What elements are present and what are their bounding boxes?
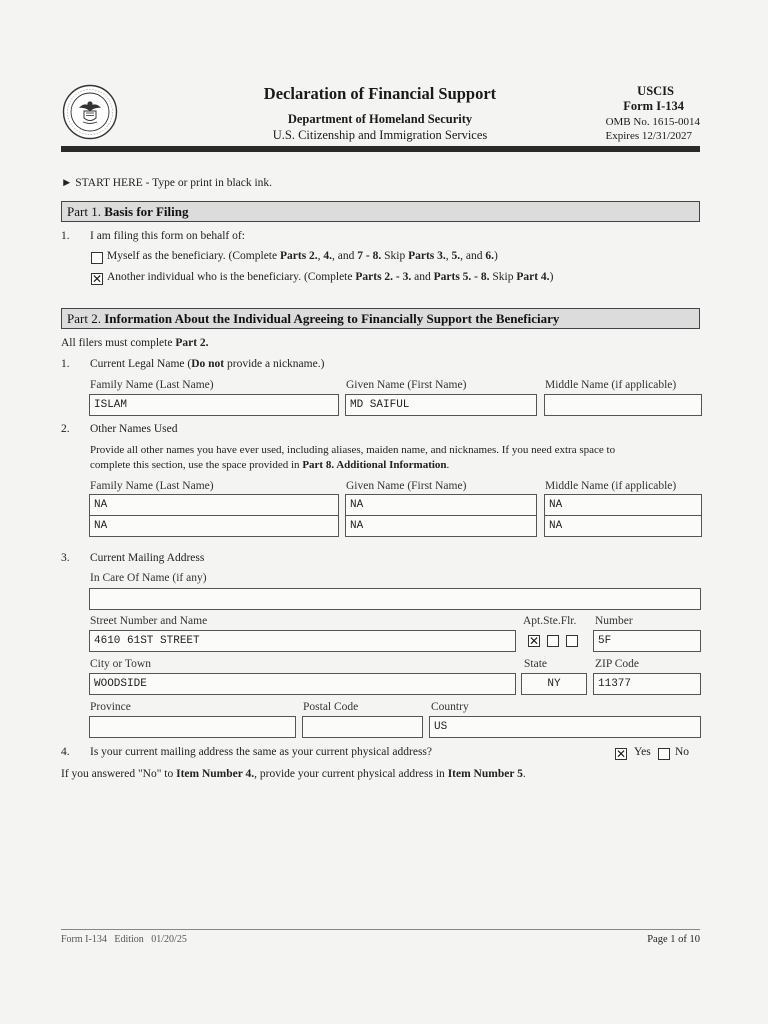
item4-followup-note: If you answered "No" to Item Number 4., provide your current physical address in Item Number 5.: [61, 768, 526, 780]
checkbox-another-individual[interactable]: ✕: [92, 272, 103, 286]
dhs-seal-icon: [62, 84, 118, 140]
in-care-of-label: In Care Of Name (if any): [90, 572, 207, 584]
family-name-input[interactable]: ISLAM: [89, 394, 339, 416]
other-family-name-label: Family Name (Last Name): [90, 480, 214, 492]
omb-number: OMB No. 1615-0014: [605, 116, 700, 128]
city-input[interactable]: WOODSIDE: [89, 673, 516, 695]
part2-title: Information About the Individual Agreeing to Financially Support the Beneficiary: [104, 311, 560, 326]
other-family-name-input-2[interactable]: NA: [89, 515, 339, 537]
unit-number-label: Number: [595, 615, 633, 627]
checkbox-ste[interactable]: [547, 635, 559, 647]
item4-question: Is your current mailing address the same as your current physical address?: [90, 746, 433, 758]
yes-label: Yes: [634, 746, 651, 758]
item2-number: 2.: [61, 423, 70, 435]
other-given-name-label: Given Name (First Name): [346, 480, 467, 492]
no-label: No: [675, 746, 690, 758]
item1-number: 1.: [61, 358, 70, 370]
form-title: Declaration of Financial Support: [263, 84, 497, 103]
department-name: Department of Homeland Security: [287, 112, 473, 126]
unit-number-input[interactable]: 5F: [593, 630, 701, 652]
middle-name-label: Middle Name (if applicable): [545, 379, 677, 391]
part2-label: Part 2.: [67, 311, 101, 326]
street-label: Street Number and Name: [90, 615, 208, 627]
start-here-instruction: [61, 177, 272, 189]
item2-description-line2: complete this section, use the space provided in Part 8. Additional Information.: [90, 459, 450, 471]
footer-edition: Form I-134 Edition 01/20/25: [61, 934, 187, 945]
other-middle-name-input-2[interactable]: NA: [544, 515, 702, 537]
option-another-label: Another individual who is the beneficiary. (Complete Parts 2. - 3. and Parts 5. - 8. Skip Part 4.): [107, 271, 554, 283]
part1-heading: [61, 201, 700, 222]
part2-intro: All filers must complete Part 2.: [61, 337, 209, 349]
country-input[interactable]: US: [429, 716, 701, 738]
footer-page-number: Page 1 of 10: [647, 934, 700, 945]
item2-description-line1: Provide all other names you have ever used, including aliases, maiden name, and nicknames. If you need extra space to: [90, 444, 616, 456]
given-name-label: Given Name (First Name): [346, 379, 467, 391]
middle-name-input[interactable]: [544, 394, 702, 416]
expiration-date: Expires 12/31/2027: [605, 130, 692, 142]
part1-item1-number: 1.: [61, 230, 70, 242]
part1-title: Basis for Filing: [104, 204, 189, 219]
footer-rule: [61, 929, 700, 930]
checkbox-no[interactable]: [658, 748, 670, 760]
given-name-input[interactable]: MD SAIFUL: [345, 394, 537, 416]
other-middle-name-label: Middle Name (if applicable): [545, 480, 677, 492]
option-myself-label: Myself as the beneficiary. (Complete Parts 2., 4., and 7 - 8. Skip Parts 3., 5., and 6.): [107, 250, 498, 262]
checkbox-apt[interactable]: ✕: [529, 634, 540, 648]
header-rule: [61, 146, 700, 152]
postal-code-label: Postal Code: [303, 701, 359, 713]
start-here-text: START HERE - Type or print in black ink.: [75, 177, 273, 189]
other-family-name-input-1[interactable]: NA: [89, 494, 339, 516]
apt-ste-flr-label: Apt.Ste.Flr.: [523, 615, 577, 627]
start-arrow-icon: ►: [61, 177, 73, 189]
province-input[interactable]: [89, 716, 296, 738]
city-label: City or Town: [90, 658, 151, 670]
item3-number: 3.: [61, 552, 70, 564]
item3-title: Current Mailing Address: [90, 552, 205, 564]
street-input[interactable]: 4610 61ST STREET: [89, 630, 516, 652]
checkbox-flr[interactable]: [566, 635, 578, 647]
part1-label: Part 1.: [67, 204, 101, 219]
form-number: Form I-134: [623, 99, 684, 113]
postal-code-input[interactable]: [302, 716, 423, 738]
checkbox-myself-beneficiary[interactable]: [91, 252, 103, 264]
other-middle-name-input-1[interactable]: NA: [544, 494, 702, 516]
other-given-name-input-1[interactable]: NA: [345, 494, 537, 516]
checkbox-yes[interactable]: ✕: [616, 747, 627, 761]
item4-number: 4.: [61, 746, 70, 758]
part2-heading: [61, 308, 700, 329]
item2-title: Other Names Used: [90, 423, 178, 435]
state-label: State: [524, 658, 547, 670]
agency-name: U.S. Citizenship and Immigration Services: [272, 128, 488, 142]
province-label: Province: [90, 701, 131, 713]
family-name-label: Family Name (Last Name): [90, 379, 214, 391]
item1-title: Current Legal Name (Do not provide a nickname.): [90, 358, 325, 370]
other-given-name-input-2[interactable]: NA: [345, 515, 537, 537]
in-care-of-input[interactable]: [89, 588, 701, 610]
zip-label: ZIP Code: [595, 658, 639, 670]
part1-item1-text: I am filing this form on behalf of:: [90, 230, 245, 242]
state-select[interactable]: NY: [521, 673, 587, 695]
zip-input[interactable]: 11377: [593, 673, 701, 695]
uscis-label: USCIS: [637, 84, 674, 98]
country-label: Country: [431, 701, 469, 713]
